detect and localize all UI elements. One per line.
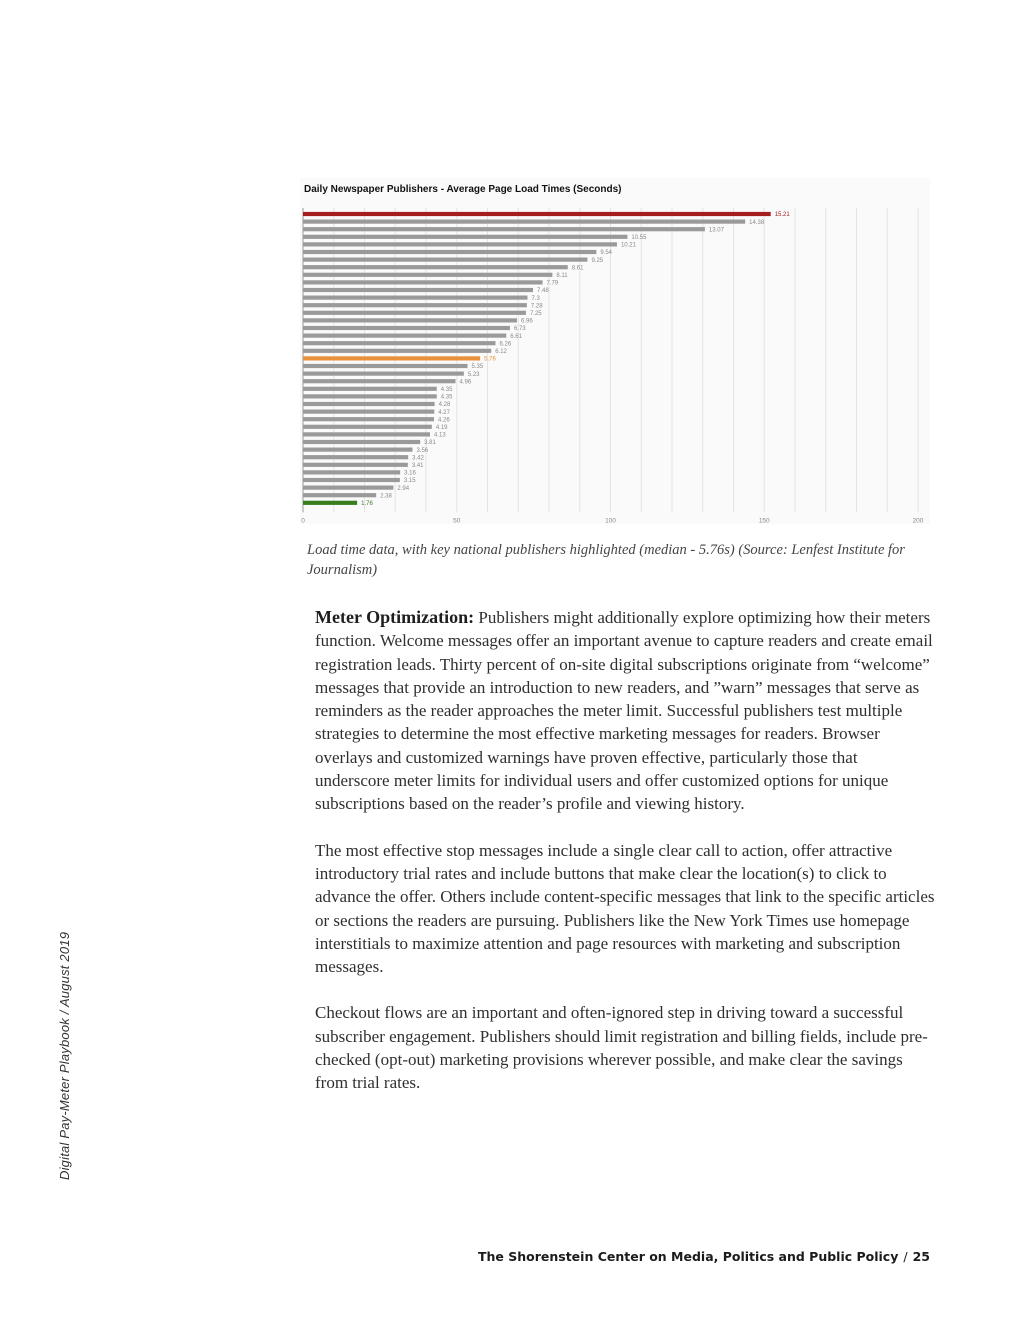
bar-value-label: 3.16 [404, 470, 416, 477]
footer-org: The Shorenstein Center on Media, Politics and Public Policy [477, 1249, 899, 1264]
bar-value-label: 6.61 [510, 333, 522, 340]
bar-value-label: 4.19 [435, 425, 448, 431]
bar [303, 470, 400, 474]
bar [303, 448, 412, 452]
bar-value-label: 4.27 [438, 409, 450, 416]
bar-value-label: 9.25 [591, 257, 604, 264]
bar [303, 280, 543, 284]
chart-figure [300, 178, 930, 524]
paragraph-meter-optimization [315, 606, 935, 816]
bar [303, 258, 587, 262]
paragraph-text: Publishers might additionally explore optimizing how their meters function. Welcome messages offer an important avenue to capture readers and create email registration leads. Thirty percent of on-site digital subscriptions originate from “welcome” messages that provide an introduction to new readers, and ”warn” messages that serve as reminders as the reader approaches the meter limit. Successful publishers test multiple strategies to determine the most effective marketing messages for readers. Browser overlays and customized warnings have proven effective, particularly those that underscore meter limits for individual users and offer customized options for unique subscriptions based on the reader’s profile and viewing history. [315, 608, 933, 814]
bar-value-label: 3.15 [403, 478, 416, 485]
bar [303, 220, 745, 224]
bar-value-label: 6.73 [513, 326, 526, 333]
section-lead: Meter Optimization: [315, 607, 475, 627]
bar [303, 372, 464, 376]
bar-value-label: 7.28 [530, 303, 543, 310]
x-tick-label: 100 [605, 517, 616, 524]
bar-value-label: 6.26 [499, 341, 512, 348]
bar-value-label: 6.96 [521, 318, 533, 325]
bar [303, 326, 510, 330]
bar [303, 227, 705, 231]
bar-value-label: 4.35 [440, 394, 453, 401]
page-number: 25 [912, 1249, 930, 1264]
bar-value-label: 7.3 [531, 295, 540, 302]
bar-chart [300, 178, 930, 524]
bar-value-label: 15.21 [774, 212, 790, 219]
bar [303, 349, 491, 353]
bar [303, 212, 771, 216]
bar-value-label: 8.61 [571, 265, 584, 272]
paragraph-stop-messages: The most effective stop messages include a single clear call to action, offer attractive introductory trial rates and include buttons that make clear the location(s) to click to advance the offer. Others include content-specific messages that link to the specific articles or sections the readers are pursuing. Publishers like the New York Times use homepage interstitials to maximize attention and page resources with marketing and subscription messages. [315, 840, 935, 977]
bar [303, 387, 437, 391]
x-tick-label: 200 [912, 517, 924, 524]
bar [303, 341, 495, 345]
bar-value-label: 5.23 [467, 371, 480, 378]
page-footer [478, 1249, 930, 1264]
bar [303, 318, 517, 322]
bar [303, 417, 434, 421]
bar-value-label: 7.48 [537, 288, 549, 295]
bar-value-label: 3.41 [411, 463, 424, 469]
bar [303, 356, 480, 360]
bar-value-label: 7.25 [529, 311, 542, 317]
bar-value-label: 3.56 [416, 447, 429, 454]
x-tick-label: 50 [453, 517, 461, 524]
bar-value-label: 5.76 [484, 356, 496, 363]
x-tick-label: 150 [758, 517, 770, 524]
bar [303, 311, 526, 315]
bar [303, 334, 506, 338]
bar-value-label: 2.94 [397, 485, 410, 492]
bar [303, 394, 437, 398]
bar-value-label: 4.13 [433, 432, 446, 439]
bar-value-label: 9.54 [600, 250, 613, 257]
bar [303, 303, 527, 307]
bar [303, 402, 435, 406]
bar-value-label: 5.35 [471, 364, 484, 371]
bar-value-label: 4.26 [437, 417, 450, 424]
bar-value-label: 10.55 [631, 235, 647, 241]
bar-value-label: 1.76 [361, 501, 373, 507]
bar-value-label: 13.07 [708, 227, 724, 234]
x-tick-label: 0 [301, 517, 305, 524]
bar [303, 501, 357, 505]
bar [303, 242, 617, 246]
bar-value-label: 4.28 [438, 402, 451, 409]
bar-value-label: 8.11 [556, 273, 568, 279]
bar-value-label: 4.96 [459, 379, 472, 386]
bar-value-label: 3.81 [424, 440, 436, 447]
bar-value-label: 10.21 [620, 242, 636, 249]
article-body [315, 606, 935, 1118]
bar [303, 455, 408, 459]
bar-value-label: 14.38 [749, 219, 765, 226]
bar-value-label: 6.12 [495, 349, 507, 355]
bar-value-label: 3.42 [412, 455, 424, 462]
side-running-title: Digital Pay-Meter Playbook / August 2019 [57, 931, 72, 1180]
chart-title: Daily Newspaper Publishers - Average Page Load Times (Seconds) [304, 184, 622, 195]
bar [303, 440, 420, 444]
bar [303, 288, 533, 292]
paragraph-checkout-flows: Checkout flows are an important and often-ignored step in driving toward a successful subscriber engagement. Publishers should limit registration and billing fields, include pre-checked (opt-out) marketing provisions wherever possible, and make clear the savings from trial rates. [315, 1003, 928, 1093]
bar [303, 273, 552, 277]
bar [303, 250, 596, 254]
bar [303, 296, 527, 300]
bar-value-label: 7.79 [546, 280, 559, 287]
bar [303, 235, 627, 239]
footer-separator: / [903, 1249, 908, 1264]
bar [303, 410, 434, 414]
bar-value-label: 4.35 [440, 387, 453, 393]
bar [303, 265, 568, 269]
bar [303, 364, 468, 368]
bar [303, 379, 456, 383]
bar-value-label: 2.38 [380, 493, 392, 500]
bar [303, 493, 376, 497]
bar [303, 478, 400, 482]
bar [303, 432, 430, 436]
bar [303, 425, 432, 429]
bar [303, 486, 393, 490]
bar [303, 463, 408, 467]
figure-caption: Load time data, with key national publishers highlighted (median - 5.76s) (Source: Lenfest Institute for Journalism) [307, 542, 905, 578]
